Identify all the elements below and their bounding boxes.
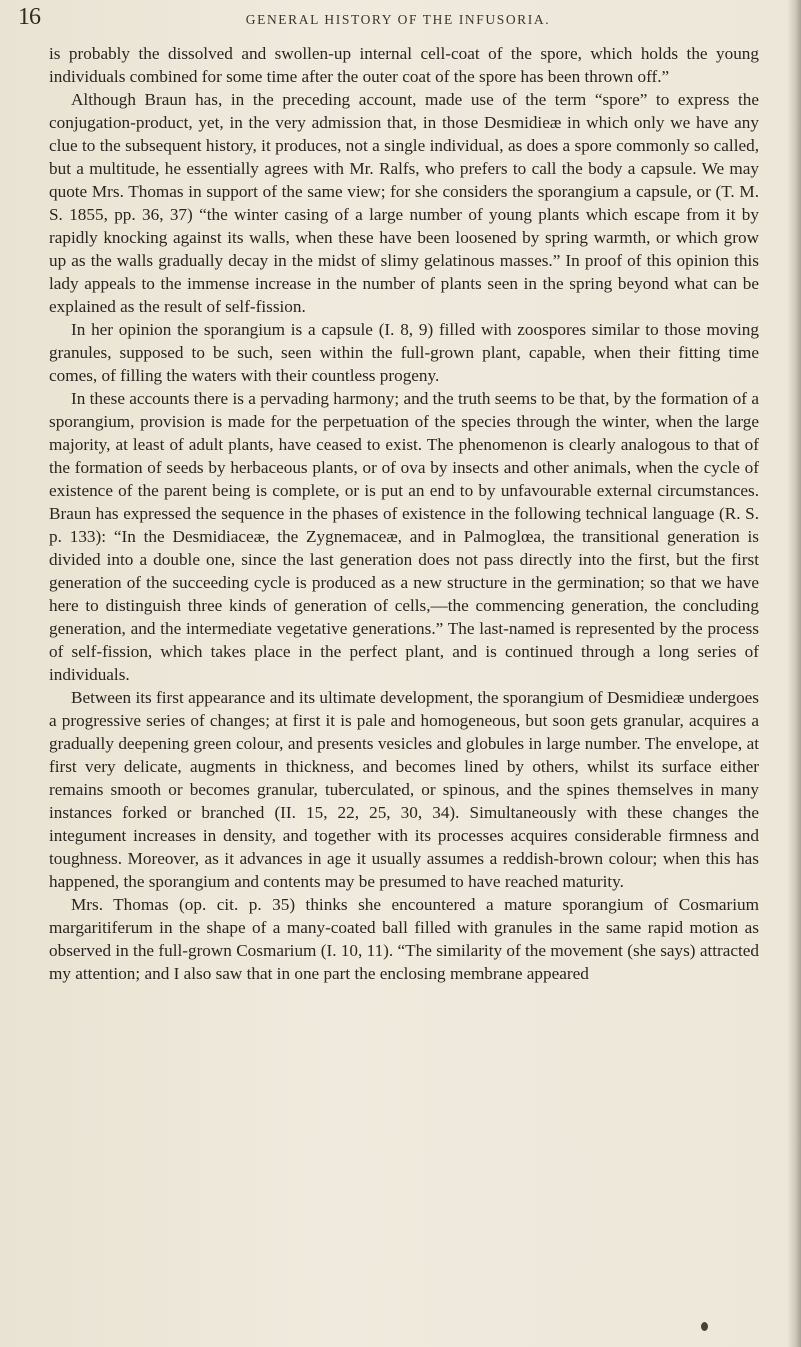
page-header — [18, 4, 778, 30]
ink-speck — [701, 1322, 708, 1331]
paragraph: Although Braun has, in the preceding account, made use of the term “spore” to express the conjugation-product, yet, in the very admission that, in those Desmidieæ in which only we have any clue to the subsequent history, it produces, not a single individual, as does a spore commonly so called, but a multitude, he essentially agrees with Mr. Ralfs, who prefers to call the body a capsule. We may quote Mrs. Thomas in support of the same view; for she considers the sporangium a capsule, or (T. M. S. 1855, pp. 36, 37) “the winter casing of a large number of young plants which escape from it by rapidly knocking against its walls, when these have been loosened by spring warmth, or which grow up as the walls gradually decay in the midst of slimy gelatinous masses.” In proof of this opinion this lady appeals to the immense increase in the number of plants seen in the spring beyond what can be explained as the result of self-fission. — [49, 90, 759, 316]
paragraph: Mrs. Thomas (op. cit. p. 35) thinks she encountered a mature sporangium of Cosmarium margaritiferum in the shape of a many-coated ball filled with granules in the same rapid motion as observed in the full-grown Cosmarium (I. 10, 11). “The similarity of the movement (she says) attracted my attention; and I also saw that in one part the enclosing membrane appeared — [49, 895, 759, 983]
paragraph: In these accounts there is a pervading harmony; and the truth seems to be that, by the formation of a sporangium, provision is made for the perpetuation of the species through the winter, when the large majority, at least of adult plants, have ceased to exist. The phenomenon is clearly analogous to that of the formation of seeds by herbaceous plants, or of ova by insects and other animals, when the cycle of existence of the parent being is complete, or is put an end to by unfavourable external circumstances. Braun has expressed the sequence in the phases of existence in the following technical language (R. S. p. 133): “In the Desmidiaceæ, the Zygnemaceæ, and in Palmoglœa, the transitional generation is divided into a double one, since the last generation does not pass directly into the first, but the first generation of the succeeding cycle is produced as a new structure in the germination; so that we have here to distinguish three kinds of generation of cells,—the commencing generation, the concluding generation, and the intermediate vegetative generations.” The last-named is represented by the process of self-fission, which takes place in the perfect plant, and is continued through a long series of individuals. — [49, 389, 759, 684]
page-number: 16 — [18, 4, 40, 30]
paragraph: Between its first appearance and its ultimate development, the sporangium of Desmidieæ undergoes a progressive series of changes; at first it is pale and homogeneous, but soon gets granular, acquires a gradually deepening green colour, and presents vesicles and globules in large number. The envelope, at first very delicate, augments in thickness, and becomes lined by others, whilst its surface either remains smooth or becomes granular, tuberculated, or spinous, and the spines themselves in many instances forked or branched (II. 15, 22, 25, 30, 34). Simultaneously with these changes the integument increases in density, and together with its processes acquires considerable firmness and toughness. Moreover, as it advances in age it usually assumes a reddish-brown colour; when this has happened, the sporangium and contents may be presumed to have reached maturity. — [49, 688, 759, 891]
running-head: GENERAL HISTORY OF THE INFUSORIA. — [245, 12, 551, 27]
paragraph: is probably the dissolved and swollen-up internal cell-coat of the spore, which holds the young individuals combined for some time after the outer coat of the spore has been thrown off.” — [49, 44, 759, 86]
page-edge-shadow — [787, 0, 801, 1347]
paragraph: In her opinion the sporangium is a capsule (I. 8, 9) filled with zoospores similar to those moving granules, supposed to be such, seen within the full-grown plant, capable, when their fitting time comes, of filling the waters with their countless progeny. — [49, 320, 759, 385]
body-text — [49, 42, 759, 985]
